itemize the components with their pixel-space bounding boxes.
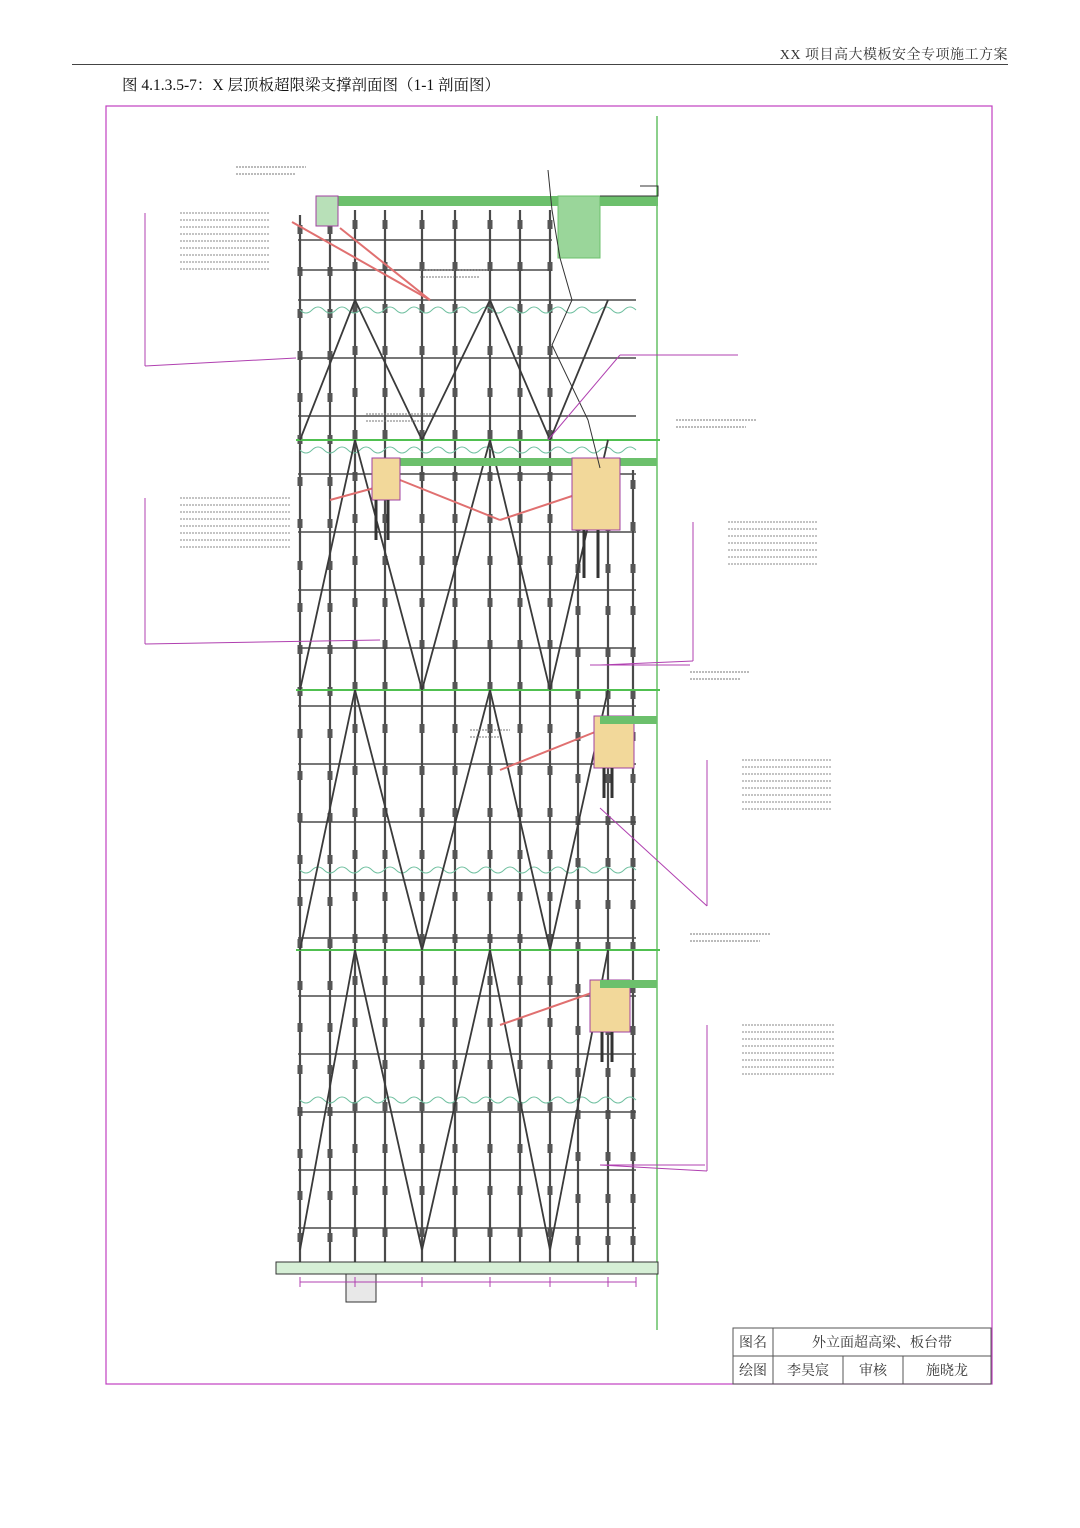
coupler-node — [420, 724, 425, 733]
coupler-node — [420, 808, 425, 817]
coupler-node — [631, 564, 636, 573]
coupler-node — [488, 1144, 493, 1153]
coupler-node — [298, 561, 303, 570]
coupler-node — [383, 388, 388, 397]
coupler-node — [298, 897, 303, 906]
coupler-node — [353, 556, 358, 565]
coupler-node — [383, 598, 388, 607]
coupler-node — [328, 771, 333, 780]
coupler-node — [631, 606, 636, 615]
roof-slab — [318, 196, 658, 206]
coupler-node — [488, 724, 493, 733]
coupler-node — [518, 220, 523, 229]
coupler-node — [453, 724, 458, 733]
coupler-node — [298, 1065, 303, 1074]
coupler-node — [518, 346, 523, 355]
coupler-node — [383, 724, 388, 733]
coupler-node — [353, 1144, 358, 1153]
coupler-node — [353, 850, 358, 859]
coupler-node — [576, 774, 581, 783]
coupler-node — [488, 1060, 493, 1069]
coupler-node — [453, 892, 458, 901]
coupler-node — [328, 981, 333, 990]
coupler-node — [383, 892, 388, 901]
coupler-node — [383, 850, 388, 859]
coupler-node — [328, 897, 333, 906]
coupler-node — [298, 855, 303, 864]
coupler-node — [548, 1144, 553, 1153]
foundation-pit — [346, 1274, 376, 1302]
coupler-node — [606, 564, 611, 573]
coupler-node — [631, 858, 636, 867]
scaffold-diagonal-brace — [355, 690, 422, 950]
coupler-node — [631, 480, 636, 489]
coupler-node — [488, 976, 493, 985]
coupler-node — [631, 774, 636, 783]
coupler-node — [453, 766, 458, 775]
coupler-node — [518, 850, 523, 859]
coupler-node — [453, 1144, 458, 1153]
coupler-node — [420, 1060, 425, 1069]
coupler-node — [576, 858, 581, 867]
coupler-node — [548, 850, 553, 859]
coupler-node — [631, 522, 636, 531]
coupler-node — [518, 1228, 523, 1237]
coupler-node — [383, 346, 388, 355]
coupler-node — [548, 892, 553, 901]
coupler-node — [488, 220, 493, 229]
coupler-node — [328, 939, 333, 948]
scaffold-diagonal-brace — [300, 300, 355, 440]
coupler-node — [576, 1194, 581, 1203]
coupler-node — [576, 690, 581, 699]
coupler-node — [631, 648, 636, 657]
coupler-node — [576, 648, 581, 657]
floor-slab — [600, 716, 657, 724]
coupler-node — [631, 1194, 636, 1203]
coupler-node — [453, 1060, 458, 1069]
coupler-node — [383, 1018, 388, 1027]
coupler-node — [518, 724, 523, 733]
coupler-node — [548, 220, 553, 229]
coupler-node — [420, 1018, 425, 1027]
title-block-drawn-value: 李昊宸 — [787, 1363, 829, 1379]
coupler-node — [518, 1060, 523, 1069]
coupler-node — [488, 556, 493, 565]
coupler-node — [548, 1186, 553, 1195]
coupler-node — [383, 976, 388, 985]
coupler-node — [453, 1228, 458, 1237]
coupler-node — [631, 1026, 636, 1035]
coupler-node — [488, 850, 493, 859]
coupler-node — [488, 346, 493, 355]
leader-line — [145, 640, 380, 644]
edge-beam-formwork — [572, 458, 620, 530]
coupler-node — [420, 556, 425, 565]
coupler-node — [328, 1023, 333, 1032]
roof-beam-formwork — [316, 196, 338, 226]
leader-line — [600, 661, 693, 665]
title-block-drawn-label: 绘图 — [739, 1363, 767, 1379]
coupler-node — [518, 892, 523, 901]
leader-line — [548, 355, 620, 440]
coupler-node — [328, 855, 333, 864]
coupler-node — [548, 346, 553, 355]
coupler-node — [328, 687, 333, 696]
coupler-node — [518, 1186, 523, 1195]
coupler-node — [518, 430, 523, 439]
coupler-node — [383, 1144, 388, 1153]
coupler-node — [383, 1186, 388, 1195]
title-block-name-label: 图名 — [739, 1335, 767, 1351]
coupler-node — [631, 900, 636, 909]
coupler-node — [518, 1144, 523, 1153]
coupler-node — [606, 606, 611, 615]
coupler-node — [420, 1144, 425, 1153]
coupler-node — [353, 724, 358, 733]
floor-slab — [600, 980, 657, 988]
coupler-node — [606, 1236, 611, 1245]
coupler-node — [631, 816, 636, 825]
coupler-node — [383, 1228, 388, 1237]
coupler-node — [518, 976, 523, 985]
scaffold-diagonal-brace — [300, 950, 355, 1250]
coupler-node — [353, 1186, 358, 1195]
coupler-node — [548, 1228, 553, 1237]
coupler-node — [328, 603, 333, 612]
roof-edge-beam — [558, 196, 600, 258]
coupler-node — [631, 1236, 636, 1245]
coupler-node — [548, 1060, 553, 1069]
coupler-node — [488, 598, 493, 607]
coupler-node — [453, 976, 458, 985]
coupler-node — [576, 1068, 581, 1077]
coupler-node — [606, 858, 611, 867]
coupler-node — [488, 1228, 493, 1237]
coupler-node — [353, 976, 358, 985]
coupler-node — [548, 808, 553, 817]
coupler-node — [548, 766, 553, 775]
figure-caption: 图 4.1.3.5-7：X 层顶板超限梁支撑剖面图（1-1 剖面图） — [122, 77, 501, 94]
coupler-node — [328, 645, 333, 654]
coupler-node — [353, 388, 358, 397]
coupler-node — [606, 900, 611, 909]
coupler-node — [631, 1068, 636, 1077]
coupler-node — [518, 514, 523, 523]
raking-brace — [400, 480, 500, 520]
coupler-node — [328, 1191, 333, 1200]
coupler-node — [576, 606, 581, 615]
coupler-node — [298, 477, 303, 486]
coupler-node — [353, 766, 358, 775]
coupler-node — [328, 393, 333, 402]
coupler-node — [420, 1186, 425, 1195]
coupler-node — [383, 430, 388, 439]
coupler-node — [548, 1102, 553, 1111]
coupler-node — [453, 514, 458, 523]
coupler-node — [453, 346, 458, 355]
coupler-node — [420, 976, 425, 985]
coupler-node — [353, 514, 358, 523]
coupler-node — [328, 477, 333, 486]
coupler-node — [488, 892, 493, 901]
coupler-node — [576, 1152, 581, 1161]
coupler-node — [328, 1233, 333, 1242]
coupler-node — [606, 648, 611, 657]
coupler-node — [453, 1186, 458, 1195]
coupler-node — [353, 892, 358, 901]
coupler-node — [548, 388, 553, 397]
coupler-node — [453, 598, 458, 607]
coupler-node — [518, 766, 523, 775]
coupler-node — [488, 430, 493, 439]
coupler-node — [548, 556, 553, 565]
coupler-node — [353, 1060, 358, 1069]
leader-line — [600, 808, 707, 906]
coupler-node — [606, 1152, 611, 1161]
coupler-node — [518, 598, 523, 607]
coupler-node — [548, 724, 553, 733]
coupler-node — [298, 981, 303, 990]
coupler-node — [453, 388, 458, 397]
coupler-node — [420, 598, 425, 607]
coupler-node — [548, 1018, 553, 1027]
coupler-node — [631, 1152, 636, 1161]
safety-net-line — [300, 447, 636, 453]
beam-formwork — [372, 458, 400, 500]
coupler-node — [298, 267, 303, 276]
coupler-node — [383, 766, 388, 775]
coupler-node — [298, 1149, 303, 1158]
coupler-node — [353, 430, 358, 439]
coupler-node — [420, 850, 425, 859]
coupler-node — [353, 598, 358, 607]
coupler-node — [606, 774, 611, 783]
coupler-node — [298, 603, 303, 612]
coupler-node — [576, 1236, 581, 1245]
coupler-node — [298, 519, 303, 528]
coupler-node — [328, 1149, 333, 1158]
ground-slab — [276, 1262, 658, 1274]
coupler-node — [576, 1026, 581, 1035]
coupler-node — [420, 346, 425, 355]
coupler-node — [353, 1018, 358, 1027]
safety-net-line — [300, 1097, 636, 1103]
document-header-title: XX 项目高大模板安全专项施工方案 — [779, 48, 1008, 63]
coupler-node — [383, 1060, 388, 1069]
coupler-node — [488, 808, 493, 817]
coupler-node — [328, 267, 333, 276]
scaffold-diagonal-brace — [550, 300, 608, 440]
scaffold-diagonal-brace — [355, 950, 422, 1250]
coupler-node — [453, 1018, 458, 1027]
coupler-node — [420, 1102, 425, 1111]
coupler-node — [420, 514, 425, 523]
coupler-node — [420, 220, 425, 229]
title-block-name-value: 外立面超高梁、板台带 — [812, 1335, 952, 1351]
coupler-node — [488, 766, 493, 775]
safety-net-line — [300, 867, 636, 873]
coupler-node — [518, 388, 523, 397]
coupler-node — [576, 900, 581, 909]
title-block-review-value: 施晓龙 — [926, 1363, 968, 1379]
coupler-node — [420, 766, 425, 775]
coupler-node — [606, 1068, 611, 1077]
coupler-node — [353, 1228, 358, 1237]
coupler-node — [298, 1023, 303, 1032]
coupler-node — [298, 393, 303, 402]
coupler-node — [488, 1102, 493, 1111]
coupler-node — [631, 690, 636, 699]
coupler-node — [548, 976, 553, 985]
coupler-node — [453, 430, 458, 439]
coupler-node — [420, 1228, 425, 1237]
coupler-node — [548, 514, 553, 523]
coupler-node — [383, 1102, 388, 1111]
coupler-node — [488, 1018, 493, 1027]
raking-brace — [292, 222, 430, 300]
leader-line — [145, 358, 296, 366]
coupler-node — [453, 220, 458, 229]
title-block-review-label: 审核 — [859, 1363, 887, 1379]
coupler-node — [576, 984, 581, 993]
coupler-node — [298, 1191, 303, 1200]
coupler-node — [298, 771, 303, 780]
coupler-node — [298, 729, 303, 738]
coupler-node — [488, 388, 493, 397]
coupler-node — [548, 598, 553, 607]
coupler-node — [328, 729, 333, 738]
coupler-node — [606, 1194, 611, 1203]
coupler-node — [420, 892, 425, 901]
coupler-node — [298, 813, 303, 822]
coupler-node — [353, 346, 358, 355]
coupler-node — [353, 220, 358, 229]
coupler-node — [383, 220, 388, 229]
coupler-node — [298, 645, 303, 654]
coupler-node — [420, 388, 425, 397]
coupler-node — [353, 808, 358, 817]
scaffold-diagonal-brace — [355, 300, 422, 440]
concrete-slabs-beams — [276, 170, 658, 1302]
coupler-node — [488, 1186, 493, 1195]
coupler-node — [453, 850, 458, 859]
roof-parapet — [600, 186, 658, 196]
coupler-node — [328, 519, 333, 528]
